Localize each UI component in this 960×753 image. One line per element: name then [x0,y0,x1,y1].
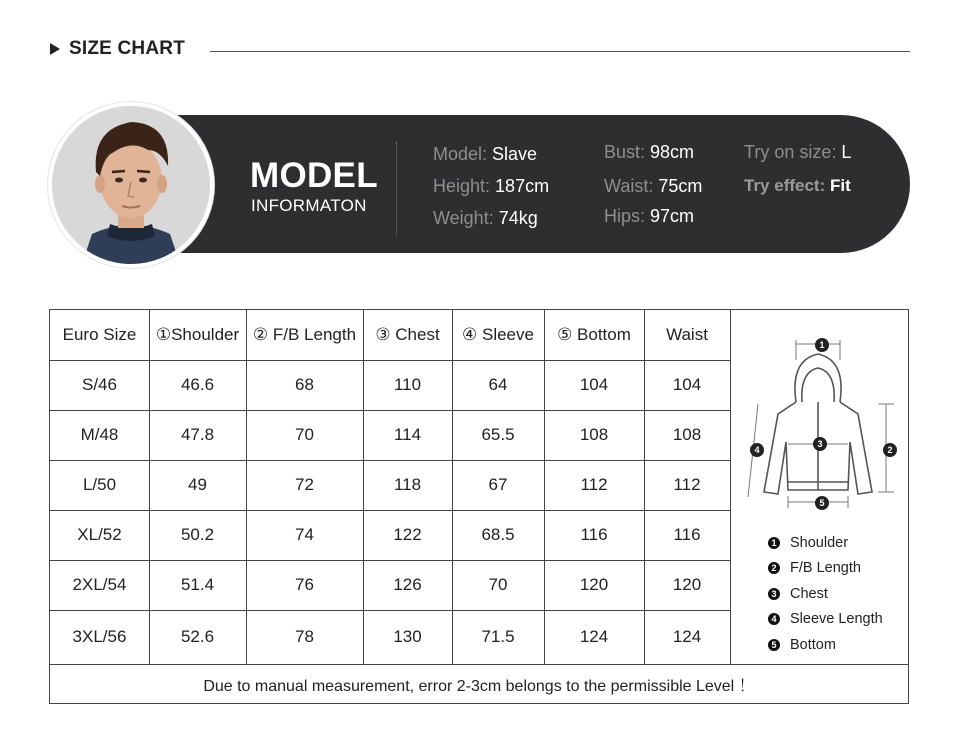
section-header [50,38,185,60]
table-cell: 126 [393,575,422,594]
legend-label: Shoulder [790,534,849,551]
table-cell: 46.6 [180,375,215,394]
info-label: Model: [433,144,493,164]
info-value: 98cm [650,142,695,162]
table-cell: 112 [580,475,608,494]
size-label-cell: S/46 [82,375,117,394]
table-cell: 112 [673,475,701,494]
table-cell: 70 [295,425,314,444]
table-footnote: Due to manual measurement, error 2-3cm belongs to the permissible Level ！ [203,677,755,695]
table-cell: 130 [393,627,422,646]
table-cell: 120 [579,575,609,594]
table-cell: 49 [188,475,207,494]
table-header-cell: ①Shoulder [155,325,240,344]
legend-item [768,530,883,556]
info-value: Fit [829,176,851,195]
table-cell: 116 [673,525,701,544]
info-value: L [841,142,852,162]
table-row-divider [50,664,908,665]
model-weight-info [433,208,538,229]
hoodie-measurement-diagram [738,332,900,512]
info-value: 187cm [495,176,550,196]
table-cell: 120 [672,575,702,594]
info-value: 74kg [498,208,538,228]
table-cell: 110 [393,375,422,394]
model-hips-info [604,206,694,227]
table-cell: 104 [672,375,702,394]
table-cell: 64 [488,375,508,394]
model-name-info [433,144,537,165]
size-label-cell: M/48 [80,425,119,444]
table-header-cell: ③ Chest [375,325,440,344]
model-height-info [433,176,549,197]
legend-item [768,581,883,607]
marker-1-icon: 1 [815,338,829,352]
triangle-bullet-icon [50,43,60,55]
size-label-cell: XL/52 [77,525,122,544]
table-cell: 68 [295,375,314,394]
number-badge-icon: 3 [768,588,780,600]
try-on-size-info [744,142,851,163]
table-cell: 122 [393,525,422,544]
legend-item [768,556,883,582]
info-label: Bust: [604,142,651,162]
table-cell: 72 [295,475,314,494]
number-badge-icon: 2 [768,562,780,574]
number-badge-icon: 4 [768,613,780,625]
model-portrait-image [52,106,210,264]
info-value: 75cm [658,176,703,196]
table-cell: 65.5 [481,425,515,444]
legend-item [768,632,883,658]
table-cell: 108 [579,425,609,444]
model-avatar [52,106,210,264]
legend-item [768,607,883,633]
info-label: Try effect: [744,176,830,195]
section-title: SIZE CHART [69,38,185,59]
table-cell: 78 [295,627,314,646]
info-label: Weight: [433,208,499,228]
info-label: Height: [433,176,496,196]
table-cell: 74 [295,525,314,544]
table-column-divider [730,310,731,664]
table-cell: 50.2 [180,525,215,544]
size-label-cell: 2XL/54 [72,575,127,594]
info-label: Try on size: [744,142,842,162]
info-value: 97cm [650,206,695,226]
table-header-cell: ⑤ Bottom [557,325,631,344]
table-cell: 70 [488,575,508,594]
table-cell: 76 [295,575,314,594]
legend-label: F/B Length [790,560,861,577]
number-badge-icon: 5 [768,639,780,651]
marker-4-icon: 4 [750,443,764,457]
size-label-cell: 3XL/56 [72,627,127,646]
table-cell: 118 [393,475,422,494]
table-cell: 71.5 [481,627,515,646]
table-header-cell: Waist [666,325,708,344]
measurement-legend [768,530,883,658]
table-cell: 114 [393,425,422,444]
model-subtitle: INFORMATON [251,196,367,215]
try-effect-info [744,176,851,196]
table-cell: 67 [488,475,508,494]
table-cell: 52.6 [180,627,215,646]
model-waist-info [604,176,702,197]
info-label: Hips: [604,206,651,226]
legend-label: Bottom [790,636,836,653]
model-title: MODEL [250,156,378,195]
table-header-cell: ② F/B Length [252,325,357,344]
table-cell: 47.8 [180,425,215,444]
size-label-cell: L/50 [82,475,117,494]
legend-label: Chest [790,585,828,602]
table-cell: 68.5 [481,525,515,544]
table-header-cell: ④ Sleeve [462,325,534,344]
table-cell: 124 [672,627,702,646]
table-cell: 51.4 [180,575,215,594]
marker-2-icon: 2 [883,443,897,457]
marker-3-icon: 3 [813,437,827,451]
model-bust-info [604,142,694,163]
info-value: Slave [492,144,538,164]
banner-divider [396,142,397,236]
info-label: Waist: [604,176,659,196]
table-header-cell: Euro Size [62,325,137,344]
marker-5-icon: 5 [815,496,829,510]
table-cell: 124 [579,627,609,646]
table-cell: 108 [672,425,702,444]
number-badge-icon: 1 [768,537,780,549]
table-cell: 116 [580,525,608,544]
header-divider [210,51,910,52]
legend-label: Sleeve Length [790,611,883,628]
table-cell: 104 [579,375,609,394]
